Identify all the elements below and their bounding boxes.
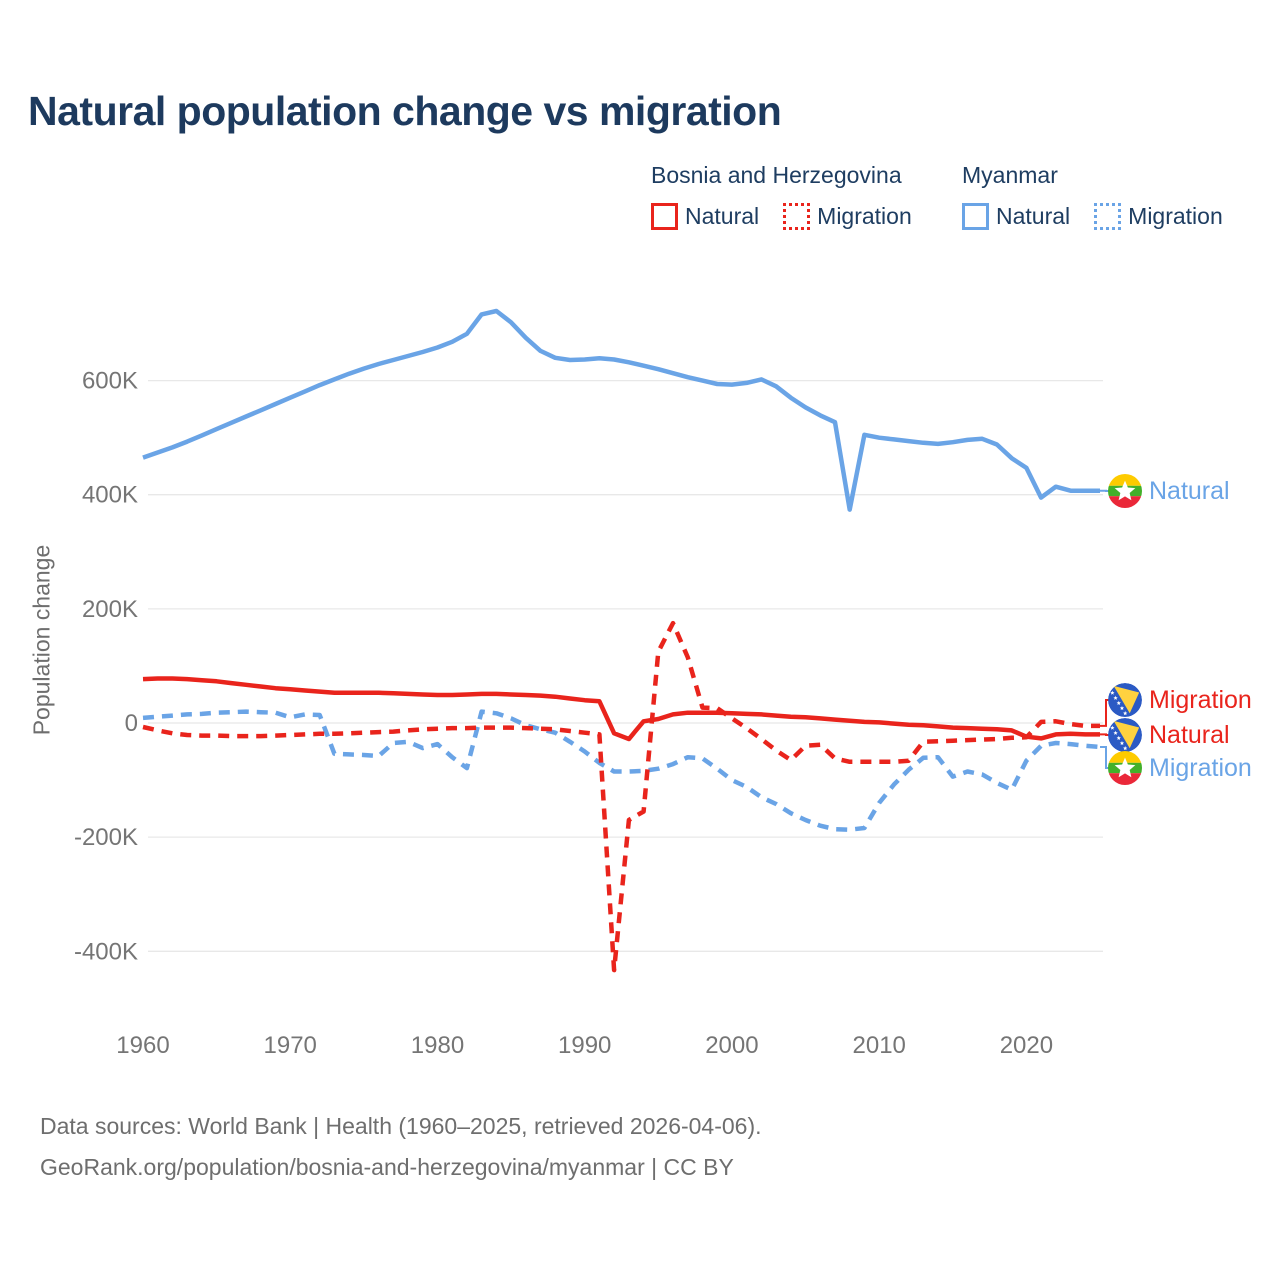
legend-item-label: Migration [817,203,912,229]
myanmar-flag-icon [1108,474,1142,508]
svg-text:1960: 1960 [116,1032,170,1059]
data-sources-line: Data sources: World Bank | Health (1960–2025, retrieved 2026-04-06). [40,1113,762,1139]
series-end-label-text: Natural [1149,476,1230,505]
svg-text:0: 0 [124,710,138,737]
svg-text:200K: 200K [81,595,138,623]
svg-text:-200K: -200K [73,824,138,852]
myanmar-flag-icon [1108,751,1142,785]
svg-text:1990: 1990 [558,1032,612,1059]
legend-country-label: Myanmar [962,162,1058,188]
svg-text:2010: 2010 [852,1032,906,1059]
series-end-label-text: Migration [1149,753,1252,782]
legend-item-label: Migration [1128,203,1223,229]
series-end-label-myanmar-migration [1108,751,1252,785]
series-end-label-bosnia-migration [1108,683,1252,717]
legend-item-label: Natural [685,203,760,229]
page-title: Natural population change vs migration [28,88,782,134]
series-end-label-bosnia-natural [1108,718,1230,752]
svg-text:1970: 1970 [263,1032,317,1059]
series-end-label-text: Natural [1149,720,1230,749]
svg-text:2020: 2020 [999,1032,1054,1059]
y-axis-title: Population change [28,544,55,736]
series-end-label-text: Migration [1149,685,1252,714]
attribution-line: GeoRank.org/population/bosnia-and-herzegovina/myanmar | CC BY [40,1154,734,1180]
series-end-label-myanmar-natural [1108,474,1230,508]
bosnia-flag-icon [1108,683,1142,717]
bosnia-flag-icon [1108,718,1142,752]
svg-text:1980: 1980 [410,1032,465,1059]
legend-item-label: Natural [996,203,1071,229]
footer [40,1106,762,1188]
svg-text:600K: 600K [81,367,138,395]
svg-text:-400K: -400K [73,938,138,966]
svg-text:2000: 2000 [705,1032,759,1059]
svg-text:400K: 400K [81,481,138,509]
legend-country-label: Bosnia and Herzegovina [651,162,902,188]
